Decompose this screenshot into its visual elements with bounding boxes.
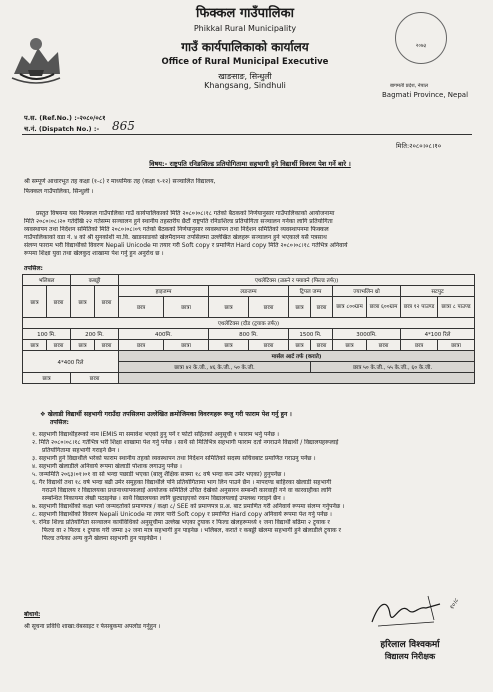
track-relay-4x400: 4*400 रिले xyxy=(23,351,119,373)
letter-date: मिति:२०८०।०८।१० xyxy=(396,142,442,150)
track-400m: 400मि. xyxy=(119,329,209,340)
track-3000m: 3000मि. xyxy=(333,329,401,340)
nepal-emblem-icon xyxy=(8,30,64,86)
cell-girls: छात्रा xyxy=(47,340,71,351)
dispatch-number-handwritten: 865 xyxy=(112,119,135,133)
track-relay-4x100: 4*100 रिले xyxy=(401,329,475,340)
shotput-girls: छात्रा ८ पाउण्ड xyxy=(438,297,475,318)
cell-boys: छात्र xyxy=(209,340,249,351)
notes-list xyxy=(32,431,478,543)
note-item: सम्बन्धित निकायमा लेखी पठाइनेछ । साथै विद्यालयका लागि छुट्याइएको रकम विद्यालयलाई उपलब्ध गराइने छैन । xyxy=(42,495,285,502)
cell-boys: छात्र xyxy=(71,340,95,351)
karate-blank-row xyxy=(119,373,475,384)
track-1500m: 1500 मि. xyxy=(289,329,333,340)
track-800m: 800 मि. xyxy=(209,329,289,340)
en-office-title: Office of Rural Municipal Executive xyxy=(161,57,329,67)
cell-boys: छात्र xyxy=(209,297,249,318)
cell-girls: छात्रा xyxy=(95,340,119,351)
cell-girls: छात्रा xyxy=(71,373,119,384)
cell-girls: छात्रा xyxy=(95,286,119,318)
subject-line: विषय:- राष्ट्रपति रनिङशिल्ड प्रतियोगितामा सहभागी हुने विद्यार्थी विवरण पेश गर्ने बारे । xyxy=(149,160,351,168)
note-item: २. मिति २०८०।०८।१८ गतेभित्र भरी शिक्षा शाखामा पेश गर्नु पर्नेछ । साथै सो मितिभित्र सहभागी फाराम दर्ता नगराउने विद्यार्थी / विद्यालयहरूलाई xyxy=(32,439,339,446)
karate-boys-weights: छात्र ५० के.जी., ५५ के.जी., ६० के.जी. xyxy=(311,362,475,373)
cell-girls: छात्रा xyxy=(367,340,401,351)
cell-girls: छात्रा xyxy=(311,340,333,351)
cc-text: श्री सूचना प्रविधि शाखा:वेबसाइट र फेसबुकमा अपलोड गर्नुहुन । xyxy=(24,623,161,630)
event-javelin: ज्याभलिन थ्रो xyxy=(333,286,401,297)
np-office-title: गाउँ कार्यपालिकाको कार्यालय xyxy=(181,40,309,54)
signatory-title: विद्यालय निरीक्षक xyxy=(384,652,436,661)
body-paragraph xyxy=(24,210,478,258)
cell-boys: छात्र xyxy=(23,373,71,384)
body-line: मिति २०८०।०८।२० गतेदेखि २२ गतेसम्म सञ्चालन हुने स्थानीय तहस्तरीय छैटौं राष्ट्रपति रनिङशिल्ड प्रतियोगिता सञ्चालन गर्नका लागि प्रतियोगिता xyxy=(24,218,333,225)
cell-girls: छात्रा xyxy=(164,297,209,318)
cell-girls: छात्रा xyxy=(249,340,289,351)
signature-date: १०।८ xyxy=(448,597,461,612)
cell-boys: छात्र xyxy=(119,340,164,351)
event-triplejump: ट्रिपल जम्प xyxy=(289,286,333,297)
header-kabaddi: कबड्डी xyxy=(71,275,119,286)
handwritten-signature xyxy=(368,592,448,632)
track-200m: 200 मि. xyxy=(71,329,119,340)
note-item: ५. जन्ममिति २०६३।०१।०१ वा सो भन्दा पछाडी भएका (बालु शैक्षिक सत्रमा १८ वर्ष भन्दा कम उमेर भएका) हुनुपर्नेछ । xyxy=(32,471,286,478)
cell-boys: छात्र xyxy=(71,286,95,318)
note-item: ७. सहभागी विद्यार्थीको कक्षा भर्ना जन्मदर्ताको प्रमाणपत्र / कक्षा ८/ SEE को प्रमाणपत्र प्र.अ. बाट प्रमाणित गरी अनिवार्य रूपमा संलग्न गर्नुपर्नेछ । xyxy=(32,503,345,510)
note-item: फिल्ड तर्फका अन्य कुनै खेलमा सहभागी हुन पाइनेछैन । xyxy=(42,535,162,542)
cell-girls: छात्रा xyxy=(311,297,333,318)
note-item: ९. रनिङ शिल्ड प्रतियोगिता सञ्चालन कार्यविधिको अनुसूचीमा उल्लेख भएका ट्र्याक र फिल्ड खेलहरूमध्ये १ जना विद्यार्थी बढिमा २ ट्र्याक र xyxy=(32,519,330,526)
cell-girls: छात्रा xyxy=(249,297,289,318)
event-shotput: सटपुट xyxy=(401,286,475,297)
np-province: बागमती प्रदेश, नेपाल xyxy=(390,83,429,89)
body-line: रूपमा शिक्षा युवा तथा खेलकुद शाखामा पेश गर्नु हुन अनुरोध छ । xyxy=(24,250,164,257)
cell-boys: छात्र xyxy=(23,340,47,351)
javelin-boys: छात्र ८००ग्राम xyxy=(333,297,367,318)
note-item: ६. गैर विद्यार्थी तथा १८ वर्ष भन्दा बढी उमेर समूहका विद्यार्थीले पनि प्रतियोगितामा भाग लिन पाउने छैन । मापदण्ड बाहिरका खेलाडी सहभागी xyxy=(32,479,332,486)
note-item: फिल्ड वा २ फिल्ड १ ट्र्याक गरी जम्मा ३२ जना मात्र सहभागी हुन पाइनेछ । भलिबल, कराते र कबड्डी खेलमा सहभागी हुने खेलाडीले ट्र्याक र xyxy=(42,527,341,534)
header-divider xyxy=(22,134,472,135)
en-province: Bagmati Province, Nepal xyxy=(382,91,469,99)
karate-girls-weights: छात्रा ४२ के.जी., ४६ के.जी., ५० के.जी. xyxy=(119,362,311,373)
tapsil-label: तपसिल: xyxy=(24,265,43,272)
header-athletics-field: एथलेटिक्स (उफ्रने र फ्याक्ने (फिल्ड तर्फ)) xyxy=(119,275,475,286)
header-volleyball: भलिबल xyxy=(23,275,71,286)
body-line: गाउँपालिकाको वडा नं. ४ को श्री सुनकोशी मा.वि. खाङसाङको खेलमैदानमा तपसिलमा उल्लेखित खेलहरू सञ्चालन हुने भएकाले यसै पत्रसाथ xyxy=(24,234,327,241)
event-longjump: लङजम्प xyxy=(209,286,289,297)
note-item: ४. सहभागी खेलाडीले अनिवार्य रूपमा खेलाडी पोशाक लगाउनु पर्नेछ । xyxy=(32,463,182,470)
events-table xyxy=(22,274,475,384)
recipient-line-1: श्री सम्पूर्ण आधारभूत तह कक्षा (१-८) र माध्यमिक तह (कक्षा ९-१२) सञ्चालित विद्यालय, xyxy=(24,178,216,185)
stamp-year: २०७३ xyxy=(415,43,427,49)
body-line: संलग्न फाराम भरी विद्यार्थीको विवरण Nepali Unicode मा तयार गरी Soft copy र प्रमाणित Hard copy मिति २०८०।०८।१८ गतेभित्र अनिवार्य xyxy=(24,242,348,249)
signatory-name: हरिलाल विश्वकर्मा xyxy=(380,640,440,650)
cell-boys: छात्र xyxy=(289,297,311,318)
cc-label: बोधार्थ: xyxy=(24,611,41,618)
note-item: १. सहभागी विद्यार्थीहरूको नाम IEMIS मा समावेश भएको हुनु पर्ने र फोटो सहितको अनुसूची १ फाराम भर्नु पर्नेछ । xyxy=(32,431,280,438)
np-municipality-title: फिक्कल गाउँपालिका xyxy=(196,6,294,21)
cell-boys: छात्र xyxy=(119,297,164,318)
cell-boys: छात्र xyxy=(333,340,367,351)
note-item: गराउने विद्यालय र विद्यालयका प्रधानाध्यापकलाई आयोजक समितिले उचित देखेको अनुसारन सम्बन्धी कारवाही गर्न वा कारवाहीका लागि xyxy=(42,487,332,494)
cell-boys: छात्र xyxy=(23,286,47,318)
event-highjump: हाइजम्प xyxy=(119,286,209,297)
en-municipality-title: Phikkal Rural Municipality xyxy=(193,24,297,33)
javelin-girls: छात्रा ६००ग्राम xyxy=(367,297,401,318)
body-line: व्यवस्थापन तथा निर्देशन समितिको मिति २०८०।०८।०९ गतेको बैठकको निर्णयानुसार व्यवस्थापन तथा निर्देशन समितिको व्यवस्थापनमा फिक्कल xyxy=(24,226,329,233)
notes-heading: ❖ खेलाडी विद्यार्थी सहभागी गराउँदा तपसिलमा उल्लेखित क्रमोजिमका विवरणहरू रूजु गरी फाराम पेश गर्नु हुन । xyxy=(40,411,292,418)
notes-sub-label: तपसिल: xyxy=(50,419,69,426)
cell-boys: छात्र xyxy=(401,340,438,351)
note-item: ३. सहभागी हुने विद्यार्थीले भरेको फाराम स्थानीय तहको व्यवस्थापन तथा निर्देशन समितिको सदस्य सचिवबाट प्रमाणित गराउनु पर्नेछ । xyxy=(32,455,316,462)
header-martial-arts-karate: मार्सल आर्ट तर्फ (कराते) xyxy=(119,351,475,362)
np-address: खाङसाङ, सिन्धुली xyxy=(218,72,272,81)
cell-girls: छात्रा xyxy=(47,286,71,318)
cell-girls: छात्रा xyxy=(438,340,475,351)
ref-number: प.स. (Ref.No.) :-२०८०/०८१ xyxy=(24,114,106,122)
track-100m: 100 मि. xyxy=(23,329,71,340)
cell-boys: छात्र xyxy=(289,340,311,351)
body-line: प्रस्तुत विषयमा यस फिक्कल गाउँपालिका गाउँ कार्यपालिकाको मिति २०८०।०८।१८ गतेको बैठकको निर्णयानुसार गाउँपालिकाको आयोजनामा xyxy=(36,210,335,217)
office-seal-stamp xyxy=(395,12,447,64)
cell-girls: छात्रा xyxy=(164,340,209,351)
dispatch-number-label: च.नं. (Dispatch No.) :- xyxy=(24,125,100,133)
note-item: प्रतियोगितामा सहभागी गराइने छैन । xyxy=(42,447,120,454)
note-item: ८. सहभागी विद्यार्थीको विवरण Nepali Unicode मा तयार पारी Soft copy र प्रमाणित Hard copy अनिवार्य रूपमा पेश गर्नु पर्नेछ । xyxy=(32,511,332,518)
en-address: Khangsang, Sindhuli xyxy=(204,81,286,90)
header-athletics-track: एथलेटिक्स (दौड (ट्रयाक तर्फ)) xyxy=(23,318,475,329)
recipient-line-2: फिक्कल गाउँपालिका, सिन्धुली । xyxy=(24,188,94,195)
shotput-boys: छात्र १२ पाउण्ड xyxy=(401,297,438,318)
